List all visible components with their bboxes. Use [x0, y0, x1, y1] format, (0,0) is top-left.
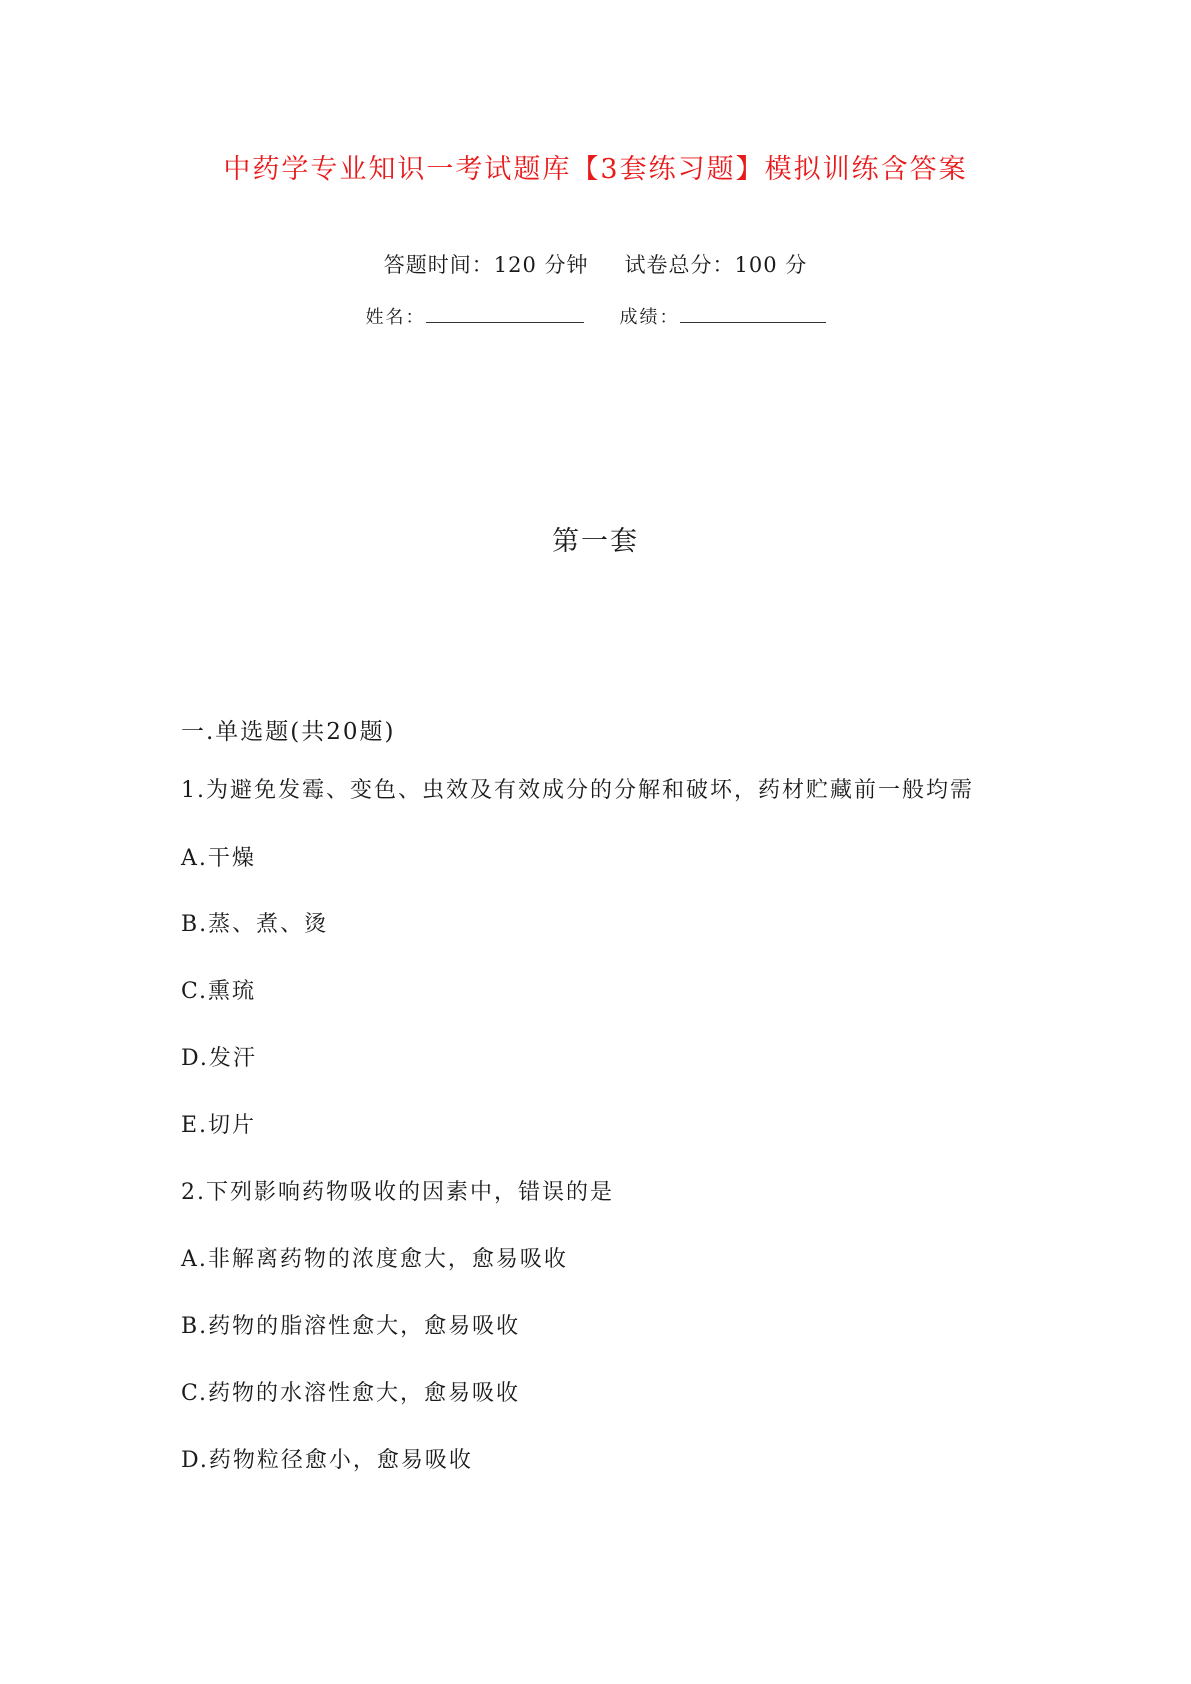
question-stem: 1.为避免发霉、变色、虫效及有效成分的分解和破坏，药材贮藏前一般均需: [181, 778, 974, 803]
name-label: 姓名：: [365, 307, 426, 328]
question-option: A.干燥: [181, 846, 256, 871]
question-option: A.非解离药物的浓度愈大，愈易吸收: [181, 1247, 568, 1272]
name-blank[interactable]: [426, 304, 584, 323]
section-heading: 一.单选题(共20题): [181, 719, 396, 745]
question-option: E.切片: [181, 1113, 257, 1138]
question-option: D.药物粒径愈小，愈易吸收: [181, 1448, 473, 1473]
student-info: [0, 304, 1191, 332]
question-option: C.熏琉: [181, 979, 257, 1004]
set-title: 第一套: [552, 526, 639, 557]
document-title: 中药学专业知识一考试题库【3套练习题】模拟训练含答案: [223, 154, 968, 185]
question-option: C.药物的水溶性愈大，愈易吸收: [181, 1381, 521, 1406]
exam-time: 答题时间：120 分钟: [383, 253, 589, 277]
score-blank[interactable]: [680, 304, 826, 323]
question-option: D.发汗: [181, 1046, 257, 1071]
question-option: B.药物的脂溶性愈大，愈易吸收: [181, 1314, 521, 1339]
exam-meta: [0, 250, 1191, 280]
score-label: 成绩：: [619, 307, 680, 328]
question-option: B.蒸、煮、烫: [181, 912, 329, 937]
question-stem: 2.下列影响药物吸收的因素中，错误的是: [181, 1180, 614, 1205]
total-score: 试卷总分：100 分: [624, 253, 808, 277]
